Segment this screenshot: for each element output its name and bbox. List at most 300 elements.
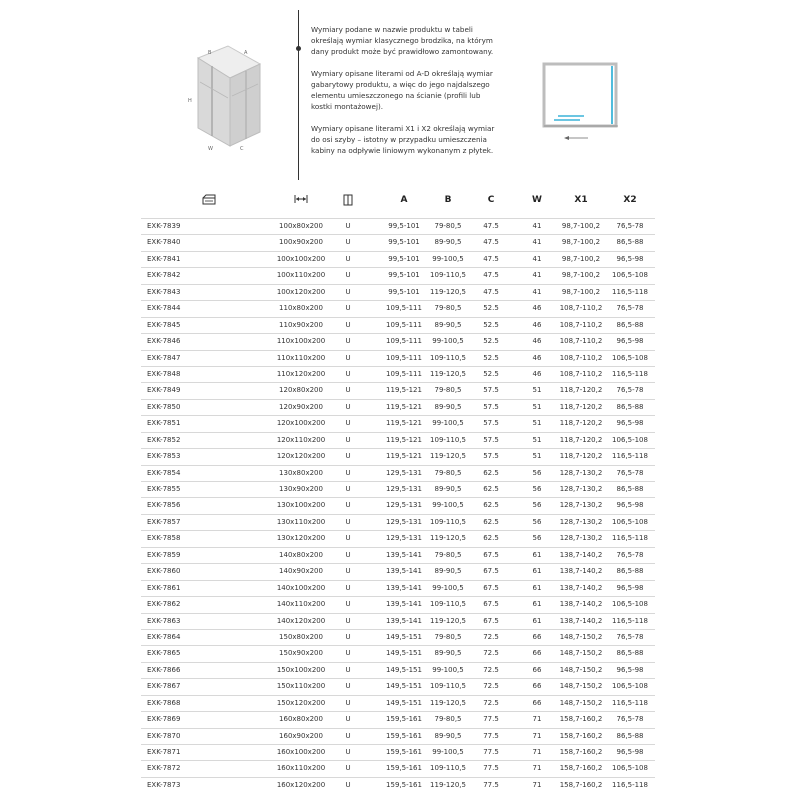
dimensions: 160x80x200	[279, 715, 323, 724]
value-a: 129,5-131	[386, 534, 422, 543]
value-a: 139,5-141	[386, 616, 422, 625]
table-row	[141, 744, 655, 760]
header-door-type	[337, 188, 359, 212]
header-x2: X2	[623, 195, 637, 205]
table-row	[141, 218, 655, 234]
value-a: 109,5-111	[386, 320, 422, 329]
value-w: 61	[532, 567, 542, 576]
value-x2: 106,5-108	[612, 353, 648, 362]
dimensions: 150x80x200	[279, 632, 323, 641]
value-w: 51	[532, 386, 542, 395]
product-code: EXK-7854	[147, 468, 181, 477]
door-type: U	[345, 567, 351, 576]
product-code: EXK-7867	[147, 682, 181, 691]
value-x1: 138,7-140,2	[559, 583, 603, 592]
dimensions: 120x100x200	[276, 419, 326, 428]
door-type: U	[345, 682, 351, 691]
product-code: EXK-7861	[147, 583, 181, 592]
product-code: EXK-7856	[147, 501, 181, 510]
value-c: 47.5	[483, 287, 499, 296]
value-c: 57.5	[483, 402, 499, 411]
value-w: 66	[532, 682, 542, 691]
value-x1: 128,7-130,2	[559, 534, 603, 543]
dimensions: 130x80x200	[279, 468, 323, 477]
value-a: 119,5-121	[386, 386, 422, 395]
dimensions: 130x100x200	[276, 501, 326, 510]
dimensions: 110x90x200	[279, 320, 323, 329]
value-x1: 158,7-160,2	[559, 764, 603, 773]
value-x2: 116,5-118	[612, 452, 648, 461]
value-c: 57.5	[483, 419, 499, 428]
door-type: U	[345, 304, 351, 313]
product-code: EXK-7845	[147, 320, 181, 329]
product-code: EXK-7853	[147, 452, 181, 461]
header-c: C	[487, 195, 495, 205]
value-c: 72.5	[483, 649, 499, 658]
value-b: 119-120,5	[430, 534, 466, 543]
value-b: 89-90,5	[434, 238, 462, 247]
value-b: 99-100,5	[432, 501, 464, 510]
value-x1: 108,7-110,2	[559, 337, 603, 346]
label-b: B	[208, 50, 212, 56]
door-type: U	[345, 550, 351, 559]
label-h: H	[188, 98, 192, 104]
value-b: 99-100,5	[432, 665, 464, 674]
value-x1: 108,7-110,2	[559, 369, 603, 378]
value-c: 62.5	[483, 501, 499, 510]
value-a: 139,5-141	[386, 567, 422, 576]
door-type: U	[345, 649, 351, 658]
value-x1: 158,7-160,2	[559, 715, 603, 724]
dimensions: 110x110x200	[276, 353, 326, 362]
value-x2: 96,5-98	[616, 419, 644, 428]
value-a: 159,5-161	[386, 748, 422, 756]
table-row	[141, 415, 655, 431]
table-row	[141, 728, 655, 744]
value-x2: 86,5-88	[616, 649, 644, 658]
value-c: 67.5	[483, 550, 499, 559]
value-w: 56	[532, 485, 542, 493]
value-c: 57.5	[483, 386, 499, 395]
value-a: 119,5-121	[386, 402, 422, 411]
value-x2: 76,5-78	[616, 468, 644, 477]
value-c: 62.5	[483, 468, 499, 477]
value-x2: 86,5-88	[616, 238, 644, 247]
value-a: 159,5-161	[386, 764, 422, 773]
value-x1: 128,7-130,2	[559, 517, 603, 526]
value-b: 79-80,5	[434, 304, 462, 313]
value-w: 41	[532, 222, 542, 230]
product-code: EXK-7866	[147, 665, 181, 674]
value-c: 72.5	[483, 632, 499, 641]
product-code: EXK-7839	[147, 222, 181, 230]
value-a: 149,5-151	[386, 698, 422, 707]
value-x1: 98,7-100,2	[561, 254, 601, 263]
value-w: 51	[532, 419, 542, 428]
value-x2: 116,5-118	[612, 780, 648, 789]
value-b: 119-120,5	[430, 616, 466, 625]
door-type: U	[345, 386, 351, 395]
table-row	[141, 695, 655, 711]
value-w: 51	[532, 452, 542, 461]
product-code: EXK-7865	[147, 649, 181, 658]
table-row	[141, 530, 655, 546]
header-a: A	[400, 195, 408, 205]
product-code: EXK-7844	[147, 304, 181, 313]
header-x1: X1	[574, 195, 588, 205]
value-a: 129,5-131	[386, 501, 422, 510]
value-x1: 118,7-120,2	[559, 402, 603, 411]
dimensions: 100x80x200	[279, 222, 323, 230]
dimensions: 140x80x200	[279, 550, 323, 559]
product-code: EXK-7860	[147, 567, 181, 576]
value-b: 79-80,5	[434, 386, 462, 395]
value-x1: 148,7-150,2	[559, 632, 603, 641]
value-c: 57.5	[483, 452, 499, 461]
value-w: 61	[532, 583, 542, 592]
value-x1: 118,7-120,2	[559, 419, 603, 428]
value-c: 52.5	[483, 369, 499, 378]
value-a: 149,5-151	[386, 682, 422, 691]
door-type: U	[345, 337, 351, 346]
value-x2: 86,5-88	[616, 485, 644, 493]
value-b: 89-90,5	[434, 485, 462, 493]
value-x2: 76,5-78	[616, 715, 644, 724]
table-row	[141, 234, 655, 250]
info-text	[311, 24, 496, 167]
value-x1: 98,7-100,2	[561, 287, 601, 296]
value-x2: 96,5-98	[616, 748, 644, 756]
product-code: EXK-7852	[147, 435, 181, 444]
value-c: 47.5	[483, 238, 499, 247]
value-x2: 86,5-88	[616, 567, 644, 576]
dimensions: 120x110x200	[276, 435, 326, 444]
value-b: 99-100,5	[432, 419, 464, 428]
value-c: 67.5	[483, 600, 499, 609]
door-type: U	[345, 501, 351, 510]
table-row	[141, 662, 655, 678]
value-w: 46	[532, 337, 542, 346]
product-code: EXK-7849	[147, 386, 181, 395]
dimensions: 110x80x200	[279, 304, 323, 313]
dimensions: 140x100x200	[276, 583, 326, 592]
value-w: 41	[532, 287, 542, 296]
value-c: 52.5	[483, 320, 499, 329]
value-b: 119-120,5	[430, 287, 466, 296]
door-type: U	[345, 748, 351, 756]
door-type: U	[345, 369, 351, 378]
value-w: 56	[532, 534, 542, 543]
value-w: 46	[532, 353, 542, 362]
dimensions: 110x120x200	[276, 369, 326, 378]
value-a: 99,5-101	[388, 238, 420, 247]
plan-diagram	[540, 58, 630, 150]
value-x2: 116,5-118	[612, 534, 648, 543]
table-row	[141, 481, 655, 497]
value-a: 159,5-161	[386, 780, 422, 789]
table-row	[141, 629, 655, 645]
door-type: U	[345, 485, 351, 493]
value-b: 119-120,5	[430, 698, 466, 707]
value-x1: 128,7-130,2	[559, 501, 603, 510]
value-b: 79-80,5	[434, 222, 462, 230]
table-row	[141, 547, 655, 563]
table-row	[141, 382, 655, 398]
value-c: 72.5	[483, 665, 499, 674]
value-w: 41	[532, 238, 542, 247]
product-code: EXK-7848	[147, 369, 181, 378]
dimensions: 160x90x200	[279, 731, 323, 740]
tray-icon	[202, 194, 216, 206]
door-type: U	[345, 715, 351, 724]
value-w: 46	[532, 369, 542, 378]
value-x1: 148,7-150,2	[559, 698, 603, 707]
value-a: 149,5-151	[386, 665, 422, 674]
label-a: A	[244, 50, 248, 56]
value-x2: 116,5-118	[612, 698, 648, 707]
value-a: 99,5-101	[388, 254, 420, 263]
product-code: EXK-7873	[147, 780, 181, 789]
value-a: 139,5-141	[386, 600, 422, 609]
value-x1: 148,7-150,2	[559, 665, 603, 674]
value-c: 52.5	[483, 353, 499, 362]
value-c: 47.5	[483, 222, 499, 230]
dimensions: 140x120x200	[276, 616, 326, 625]
value-x2: 106,5-108	[612, 517, 648, 526]
value-a: 119,5-121	[386, 452, 422, 461]
value-b: 89-90,5	[434, 649, 462, 658]
value-w: 71	[532, 715, 542, 724]
value-a: 109,5-111	[386, 337, 422, 346]
value-a: 139,5-141	[386, 583, 422, 592]
door-type: U	[345, 780, 351, 789]
product-code: EXK-7842	[147, 271, 181, 280]
value-x1: 118,7-120,2	[559, 386, 603, 395]
product-code: EXK-7847	[147, 353, 181, 362]
door-type: U	[345, 665, 351, 674]
value-x2: 96,5-98	[616, 501, 644, 510]
table-row	[141, 645, 655, 661]
dimensions: 100x90x200	[279, 238, 323, 247]
door-type: U	[345, 452, 351, 461]
shower-cabin-icon	[178, 38, 268, 156]
value-x2: 106,5-108	[612, 600, 648, 609]
door-type: U	[345, 534, 351, 543]
table-row	[141, 366, 655, 382]
info-paragraph-2: Wymiary opisane literami od A-D określają wymiar gabarytowy produktu, a więc do jego najdalszego elementu umieszczonego na ścianie (profili lub kostki montażowej).	[311, 69, 493, 111]
value-w: 56	[532, 501, 542, 510]
table-row	[141, 251, 655, 267]
value-x2: 86,5-88	[616, 320, 644, 329]
product-code: EXK-7840	[147, 238, 181, 247]
product-code: EXK-7850	[147, 402, 181, 411]
value-b: 79-80,5	[434, 550, 462, 559]
value-c: 47.5	[483, 271, 499, 280]
value-w: 71	[532, 731, 542, 740]
door-type: U	[345, 517, 351, 526]
value-x2: 76,5-78	[616, 632, 644, 641]
value-c: 77.5	[483, 715, 499, 724]
door-type: U	[345, 583, 351, 592]
dimensions: 160x100x200	[276, 748, 326, 756]
door-type: U	[345, 468, 351, 477]
table-row	[141, 399, 655, 415]
value-a: 109,5-111	[386, 369, 422, 378]
value-x1: 148,7-150,2	[559, 682, 603, 691]
value-c: 72.5	[483, 682, 499, 691]
info-paragraph-3: Wymiary opisane literami X1 i X2 określają wymiar do osi szyby – istotny w przypadku umieszczenia kabiny na odpływie liniowym wykonanym z płytek.	[311, 124, 495, 155]
value-a: 109,5-111	[386, 304, 422, 313]
product-code: EXK-7864	[147, 632, 181, 641]
dimensions: 140x90x200	[279, 567, 323, 576]
width-arrows-icon	[294, 194, 308, 204]
value-c: 62.5	[483, 517, 499, 526]
door-type: U	[345, 616, 351, 625]
value-x2: 96,5-98	[616, 583, 644, 592]
value-x1: 158,7-160,2	[559, 780, 603, 789]
table-row	[141, 580, 655, 596]
table-row	[141, 333, 655, 349]
value-b: 109-110,5	[430, 353, 466, 362]
value-w: 66	[532, 649, 542, 658]
value-x1: 158,7-160,2	[559, 731, 603, 740]
value-c: 77.5	[483, 748, 499, 756]
value-x2: 76,5-78	[616, 386, 644, 395]
value-x2: 116,5-118	[612, 616, 648, 625]
value-c: 77.5	[483, 731, 499, 740]
dimensions: 130x120x200	[276, 534, 326, 543]
value-a: 159,5-161	[386, 731, 422, 740]
door-type: U	[345, 764, 351, 773]
value-w: 61	[532, 550, 542, 559]
value-b: 109-110,5	[430, 682, 466, 691]
product-code: EXK-7855	[147, 485, 181, 493]
value-b: 109-110,5	[430, 600, 466, 609]
value-c: 77.5	[483, 764, 499, 773]
value-x1: 148,7-150,2	[559, 649, 603, 658]
table-row	[141, 514, 655, 530]
dimensions: 120x90x200	[279, 402, 323, 411]
door-type: U	[345, 419, 351, 428]
value-w: 56	[532, 517, 542, 526]
value-a: 149,5-151	[386, 649, 422, 658]
value-x1: 138,7-140,2	[559, 567, 603, 576]
table-row	[141, 596, 655, 612]
value-c: 52.5	[483, 304, 499, 313]
value-a: 159,5-161	[386, 715, 422, 724]
value-a: 119,5-121	[386, 419, 422, 428]
table-row	[141, 432, 655, 448]
value-w: 66	[532, 698, 542, 707]
value-x1: 128,7-130,2	[559, 468, 603, 477]
value-x1: 138,7-140,2	[559, 600, 603, 609]
door-type: U	[345, 271, 351, 280]
value-b: 119-120,5	[430, 780, 466, 789]
value-c: 67.5	[483, 567, 499, 576]
table-row	[141, 465, 655, 481]
value-x1: 118,7-120,2	[559, 435, 603, 444]
value-b: 99-100,5	[432, 337, 464, 346]
value-x1: 108,7-110,2	[559, 353, 603, 362]
value-b: 89-90,5	[434, 402, 462, 411]
product-code: EXK-7841	[147, 254, 181, 263]
value-c: 67.5	[483, 616, 499, 625]
value-a: 109,5-111	[386, 353, 422, 362]
value-w: 66	[532, 665, 542, 674]
header-tray	[199, 188, 219, 212]
dimensions: 150x110x200	[276, 682, 326, 691]
value-x1: 158,7-160,2	[559, 748, 603, 756]
value-b: 99-100,5	[432, 254, 464, 263]
label-w: W	[208, 146, 213, 152]
value-b: 109-110,5	[430, 271, 466, 280]
door-type: U	[345, 698, 351, 707]
value-b: 109-110,5	[430, 435, 466, 444]
value-w: 46	[532, 320, 542, 329]
table-row	[141, 448, 655, 464]
table-row	[141, 678, 655, 694]
value-a: 99,5-101	[388, 287, 420, 296]
table-row	[141, 267, 655, 283]
table-row	[141, 777, 655, 793]
value-a: 99,5-101	[388, 271, 420, 280]
value-w: 56	[532, 468, 542, 477]
value-w: 71	[532, 780, 542, 789]
spec-table	[141, 188, 655, 793]
value-x1: 138,7-140,2	[559, 616, 603, 625]
dimensions: 100x120x200	[276, 287, 326, 296]
dimensions: 160x120x200	[276, 780, 326, 789]
door-type: U	[345, 731, 351, 740]
header-dimensions	[259, 188, 343, 212]
product-code: EXK-7843	[147, 287, 181, 296]
value-x2: 76,5-78	[616, 304, 644, 313]
table-header	[141, 188, 655, 218]
value-w: 71	[532, 764, 542, 773]
door-type: U	[345, 222, 351, 230]
door-type: U	[345, 353, 351, 362]
value-b: 99-100,5	[432, 748, 464, 756]
table-row	[141, 497, 655, 513]
value-w: 51	[532, 402, 542, 411]
product-code: EXK-7872	[147, 764, 181, 773]
dimensions: 150x120x200	[276, 698, 326, 707]
value-b: 79-80,5	[434, 468, 462, 477]
value-b: 119-120,5	[430, 369, 466, 378]
table-body	[141, 218, 655, 793]
value-c: 57.5	[483, 435, 499, 444]
door-type: U	[345, 254, 351, 263]
floor-plan-icon	[540, 58, 630, 150]
door-type: U	[345, 287, 351, 296]
product-code: EXK-7857	[147, 517, 181, 526]
dimensions: 120x80x200	[279, 386, 323, 395]
value-w: 46	[532, 304, 542, 313]
door-icon	[343, 194, 353, 206]
value-x2: 96,5-98	[616, 254, 644, 263]
value-x2: 106,5-108	[612, 682, 648, 691]
value-w: 71	[532, 748, 542, 756]
value-w: 66	[532, 632, 542, 641]
value-x2: 106,5-108	[612, 271, 648, 280]
value-w: 41	[532, 254, 542, 263]
dimensions: 160x110x200	[276, 764, 326, 773]
product-code: EXK-7868	[147, 698, 181, 707]
table-row	[141, 317, 655, 333]
dimensions: 150x100x200	[276, 665, 326, 674]
value-a: 119,5-121	[386, 435, 422, 444]
table-row	[141, 350, 655, 366]
